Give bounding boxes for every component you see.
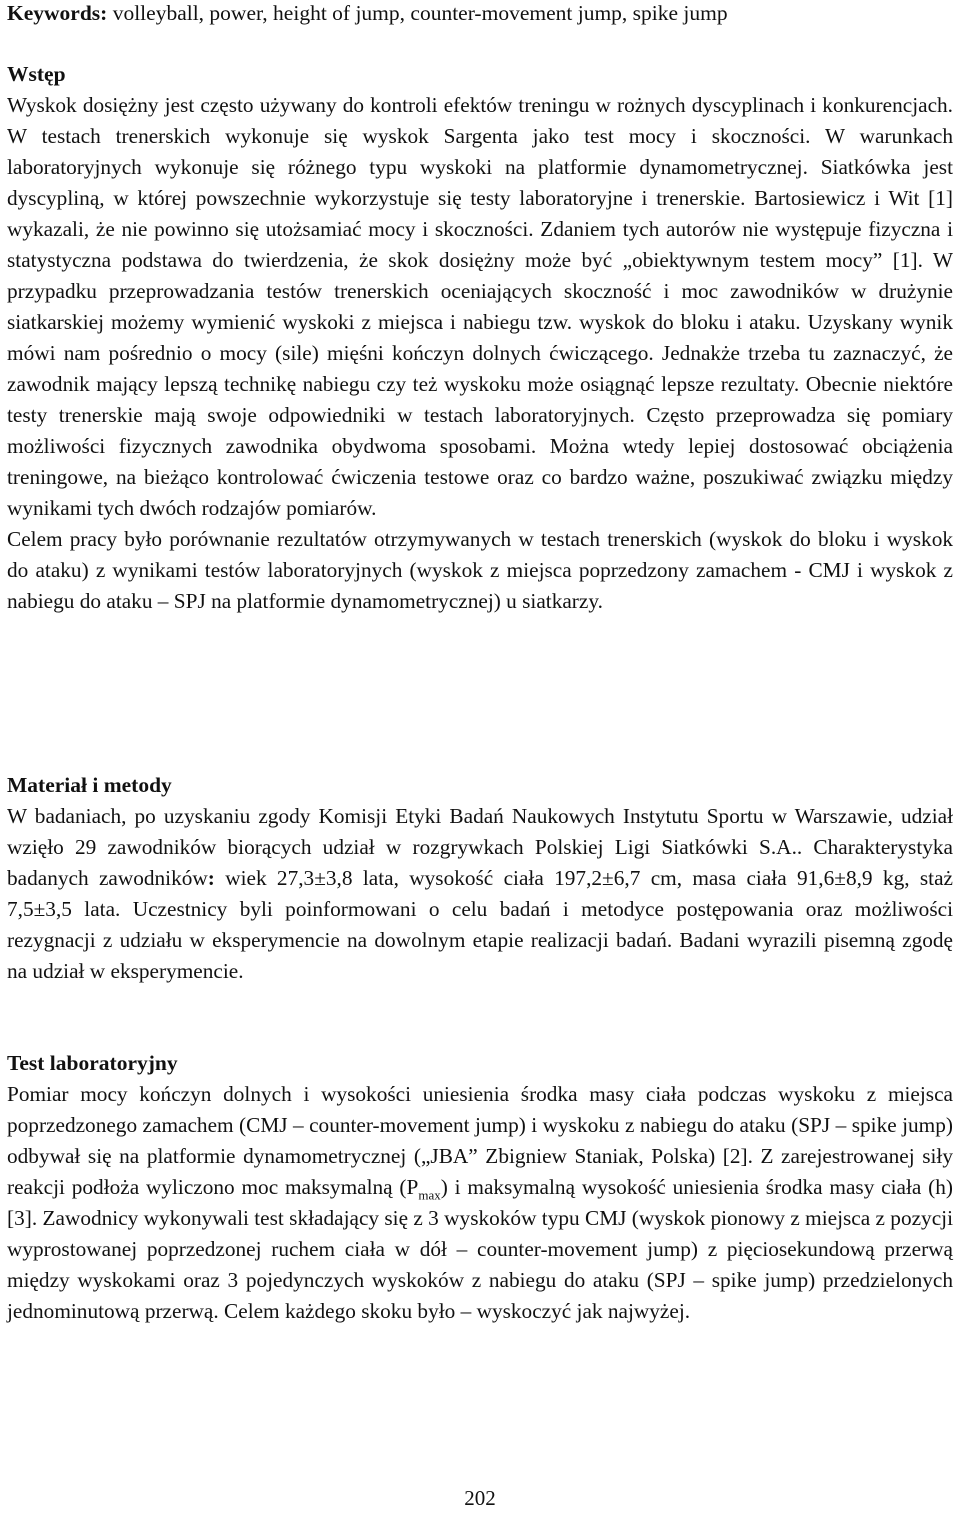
- keywords-line: [7, 0, 953, 29]
- paragraph-wstep-1: Wyskok dosiężny jest często używany do kontroli efektów treningu w rożnych dyscyplinach i konkurencjach. W testach trenerskich wykonuje się wyskok Sargenta jako test mocy i skoczności. W warunkach laboratoryjnych wykonuje się różnego typu wyskoki na platformie dynamometrycznej. Siatkówka jest dyscypliną, w której powszechnie wykorzystuje się testy laboratoryjne i trenerskie. Bartosiewicz i Wit [1] wykazali, że nie powinno się utożsamiać mocy i skoczności. Zdaniem tych autorów nie występuje fizyczna i statystyczna podstawa do twierdzenia, że skok dosiężny może być „obiektywnym testem mocy” [1]. W przypadku przeprowadzania testów trenerskich oceniających skoczność i moc zawodników w drużynie siatkarskiej możemy wymienić wyskoki z miejsca i nabiegu tzw. wyskok do bloku i ataku. Uzyskany wynik mówi nam pośrednio o mocy (sile) mięśni kończyn dolnych ćwiczącego. Jednakże trzeba tu zaznaczyć, że zawodnik mający lepszą technikę nabiegu czy też wyskoku może osiągnąć lepsze rezultaty. Obecnie niektóre testy trenerskie mają swoje odpowiedniki w testach laboratoryjnych. Często przeprowadza się pomiary możliwości fizycznych zawodnika obydwoma sposobami. Można wtedy lepiej dostosować obciążenia treningowe, na bieżąco kontrolować ćwiczenia testowe oraz co bardzo ważne, poszukiwać związku między wynikami tych dwóch rodzajów pomiarów.: [7, 93, 953, 520]
- paragraph-test-1: [7, 1079, 953, 1327]
- page-number: 202: [464, 1486, 496, 1510]
- section-material: [7, 770, 953, 987]
- keywords-text: volleyball, power, height of jump, counter-movement jump, spike jump: [112, 1, 728, 25]
- test-text-part1: Pomiar mocy kończyn dolnych i wysokości uniesienia środka masy ciała podczas wyskoku z miejsca poprzedzonego zamachem (CMJ – counter-movement jump) i wyskoku z nabiegu do ataku (SPJ – spike jump) odbywał się na platformie dynamometrycznej („JBA” Zbigniew Staniak, Polska) [2]. Z zarejestrowanej siły reakcji podłoża wyliczono moc maksymalną (P: [7, 1082, 953, 1199]
- paragraph-wstep-2: Celem pracy było porównanie rezultatów otrzymywanych w testach trenerskich (wyskok do bloku i wyskok do ataku) z wynikami testów laboratoryjnych (wyskok z miejsca poprzedzony zamachem - CMJ i wyskok z nabiegu do ataku – SPJ na platformie dynamometrycznej) u siatkarzy.: [7, 527, 953, 613]
- keywords-label: Keywords:: [7, 1, 108, 25]
- section-heading-test: Test laboratoryjny: [7, 1051, 178, 1075]
- pmax-subscript: max: [418, 1187, 441, 1203]
- material-text-part1: W badaniach, po uzyskaniu zgody Komisji Etyki Badań Naukowych Instytutu Sportu w Warszawie, udział wzięło 29 zawodników biorących udział w rozgrywkach Polskiej Ligi Siatkówki S.A.. Charakterystyka badanych zawodników: [7, 804, 953, 890]
- section-wstep: [7, 59, 953, 617]
- section-heading-wstep: Wstęp: [7, 62, 66, 86]
- paragraph-material-1: [7, 801, 953, 987]
- test-text-part2: ) i maksymalną wysokość uniesienia środka masy ciała (h) [3]. Zawodnicy wykonywali test składający się z 3 wyskoków typu CMJ (wyskok pionowy z miejsca z pozycji wyprostowanej poprzedzonej ruchem ciała w dół – counter-movement jump) z pięciosekundową przerwą między wyskokami oraz 3 pojedynczych wyskoków z nabiegu do ataku (SPJ – spike jump) przedzielonych jednominutową przerwą. Celem każdego skoku było – wyskoczyć jak najwyżej.: [7, 1175, 953, 1323]
- section-heading-material: Materiał i metody: [7, 773, 172, 797]
- section-test: [7, 1048, 953, 1327]
- material-text-part2: wiek 27,3±3,8 lata, wysokość ciała 197,2±6,7 cm, masa ciała 91,6±8,9 kg, staż 7,5±3,5 lata. Uczestnicy byli poinformowani o celu badań i metodyce postępowania oraz możliwości rezygnacji z udziału w eksperymencie na dowolnym etapie realizacji badań. Badani wyrazili pisemną zgodę na udział w eksperymencie.: [7, 866, 953, 983]
- material-colon: :: [207, 866, 215, 890]
